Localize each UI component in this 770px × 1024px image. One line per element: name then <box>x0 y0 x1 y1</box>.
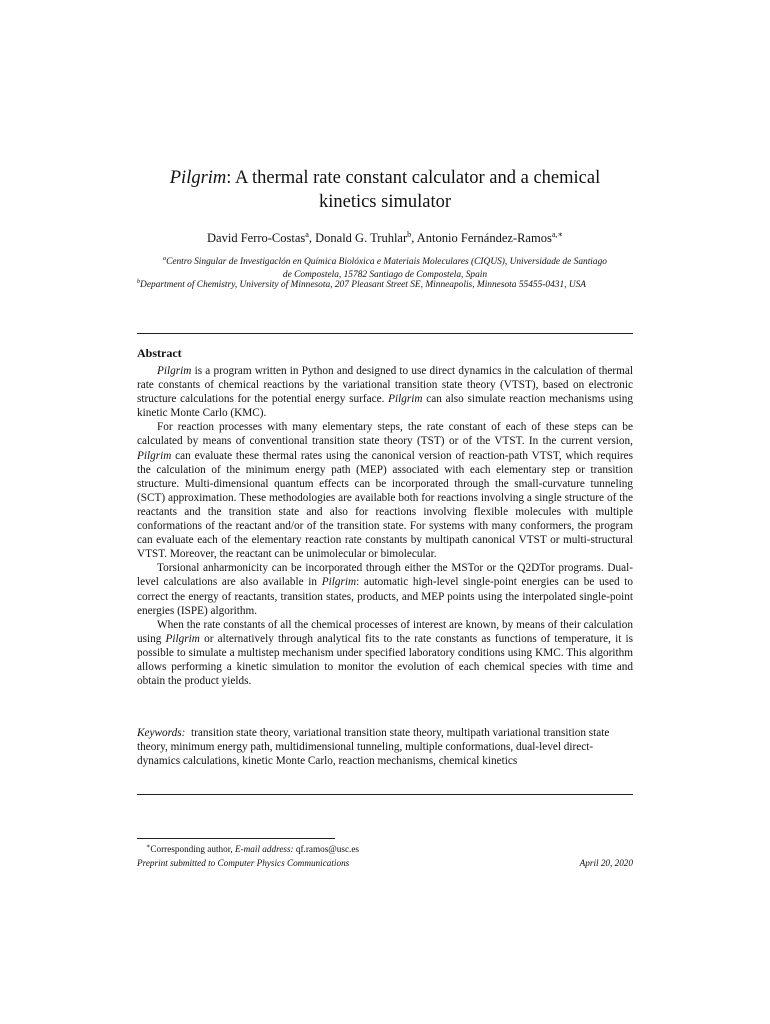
abstract-body <box>137 364 633 688</box>
author-affiliation-mark: a,∗ <box>551 229 563 239</box>
author-separator: , <box>411 231 417 245</box>
abstract-paragraph <box>137 561 633 617</box>
abstract-text: When the rate constants of all the chemical processes of interest are known, by means of their calculation using <box>137 618 633 645</box>
abstract-heading: Abstract <box>137 346 182 360</box>
affiliation-mark: a <box>163 255 167 262</box>
corresponding-author-footnote <box>146 843 359 855</box>
abstract-text: can evaluate these thermal rates using the canonical version of reaction-path VTST, which requires the calculation of the minimum energy path (MEP) associated with each elementary step or transition structure. Multi-dimensional quantum effects can be incorporated through the small-curvature tunneling (SCT) approximation. These methodologies are available both for reactions involving a single structure of the reactants and the transition state and also for reactions involving flexible molecules with multiple conformations of the reactant and/or of the transition state. For systems with many conformers, the program can evaluate each of the elementary reaction rate constants by multipath canonical VTST or multi-structural VTST. Moreover, the reactant can be unimolecular or bimolecular. <box>137 449 633 561</box>
program-name: Pilgrim <box>137 449 172 462</box>
abstract-bottom-rule <box>137 794 633 795</box>
abstract-top-rule <box>137 333 633 334</box>
email-label: E-mail address: <box>235 844 294 854</box>
author-name: David Ferro-Costas <box>207 231 306 245</box>
author-name: Donald G. Truhlar <box>315 231 408 245</box>
affiliation-b-text: Department of Chemistry, University of Minnesota, 207 Pleasant Street SE, Minneapolis, Minnesota 55455-0431, USA <box>140 280 586 290</box>
paper-title <box>100 166 670 214</box>
title-program-name: Pilgrim <box>169 168 227 188</box>
author-affiliation-mark: a <box>305 229 309 239</box>
title-line-1-rest: : A thermal rate constant calculator and a chemical <box>226 168 601 188</box>
footnote-rule <box>137 838 335 839</box>
abstract-text: or alternatively through analytical fits to the rate constants as functions of temperature, it is possible to simulate a multistep mechanism under specified laboratory conditions using KMC. This algorithm allows performing a kinetic simulation to monitor the evolution of each chemical species with time and obtain the product yields. <box>137 632 633 688</box>
preprint-notice: Preprint submitted to Computer Physics Communications <box>137 858 350 868</box>
author-separator: , <box>308 231 316 245</box>
affiliation-mark: b <box>137 278 141 285</box>
footnote-mark: ∗ <box>146 842 151 850</box>
author-affiliation-mark: b <box>407 229 412 239</box>
abstract-text: Torsional anharmonicity can be incorporated through either the MSTor or the Q2DTor programs. Dual-level calculations are also available in <box>137 562 633 589</box>
abstract-paragraph <box>137 364 633 420</box>
abstract-text: For reaction processes with many elementary steps, the rate constant of each of these steps can be calculated by means of conventional transition state theory (TST) or of the VTST. In the current version, <box>137 421 633 448</box>
keywords-text: transition state theory, variational transition state theory, multipath variational transition state theory, minimum energy path, multidimensional tunneling, multiple conformations, dual-level direct-dynamics calculations, kinetic Monte Carlo, reaction mechanisms, chemical kinetics <box>137 727 610 768</box>
affiliation-a-line-1: Centro Singular de Investigaclón en Química Biolóxica e Materiais Moleculares (CIQUS), Universidade de Santiago <box>166 257 607 267</box>
email-address: qf.ramos@usc.es <box>293 844 359 854</box>
abstract-text: : automatic high-level single-point energies can be used to correct the energy of reactants, transition states, products, and MEP points using the interpolated single-point energies (ISPE) algorithm. <box>137 576 634 617</box>
program-name: Pilgrim <box>157 365 192 377</box>
affiliation-a-line-2: de Compostela, 15782 Santiago de Compostela, Spain <box>282 270 488 280</box>
footnote-text: Corresponding author, <box>150 844 235 854</box>
program-name: Pilgrim <box>388 393 423 406</box>
preprint-date: April 20, 2020 <box>579 858 633 868</box>
program-name: Pilgrim <box>321 576 357 589</box>
keywords-label: Keywords: <box>137 727 186 739</box>
program-name: Pilgrim <box>165 632 200 645</box>
author-name: Antonio Fernández-Ramos <box>416 231 552 245</box>
abstract-text: can also simulate reaction mechanisms using kinetic Monte Carlo (KMC). <box>137 393 633 420</box>
title-line-2: kinetics simulator <box>318 192 452 212</box>
abstract-paragraph <box>137 420 633 561</box>
title-line-1 <box>100 166 670 190</box>
affiliation-b <box>137 279 633 292</box>
keywords <box>137 726 615 768</box>
abstract-text: is a program written in Python and designed to use direct dynamics in the calculation of thermal rate constants of chemical reactions by the variational transition state theory (VTST), based on electronic structure calculations for the potential energy surface. <box>137 365 633 406</box>
author-list <box>100 230 670 246</box>
abstract-paragraph <box>137 618 633 688</box>
